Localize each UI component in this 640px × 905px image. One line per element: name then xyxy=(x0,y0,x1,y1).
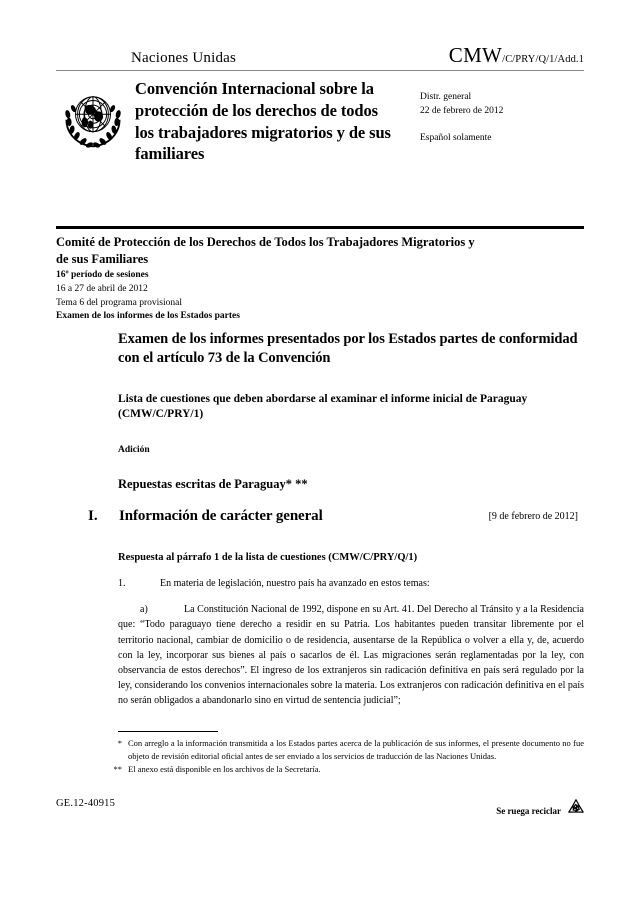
numbered-paragraph xyxy=(118,577,584,592)
document-title: Examen de los informes presentados por los Estados partes de conformidad con el artículo 73 de la Convención xyxy=(118,331,578,367)
paragraph-number: 1. xyxy=(118,577,126,589)
section-divider xyxy=(56,226,584,229)
sub-paragraph-text: La Constitución Nacional de 1992, dispone en su Art. 41. Del Derecho al Tránsito y a la Residencia que: “Todo paraguayo tiene derecho a residir en su Patria. Los habitantes pueden transitar libremente por el territorio nacional, cambiar de domicilio o de residencia, ausentarse de la República o volver a ella y, de, acuerdo con la ley, incorporar sus bienes al país o sacarlos de él. Las migraciones serán reglamentadas por la ley, con observancia de estos derechos”. El ingreso de los extranjeros sin radicación definitiva en país será regulado por la ley, considerando los convenios internacionales sobre la materia. Los extranjeros con radicación definitiva en el país no serán obligados a abandonarlo sino en virtud de sentencia judicial”; xyxy=(118,604,584,707)
convention-title: Convención Internacional sobre la protección de los derechos de todos los trabajadores migratorios y de sus familiares xyxy=(135,79,391,164)
footnotes-block xyxy=(100,737,584,777)
section-title: Información de carácter general xyxy=(119,508,323,524)
sub-paragraph xyxy=(118,602,584,708)
recycle-icon xyxy=(565,797,587,824)
committee-name: Comité de Protección de los Derechos de Todos los Trabajadores Migratorios y de sus Familiares xyxy=(56,235,475,266)
document-date: [9 de febrero de 2012] xyxy=(488,511,578,523)
document-responses-title: Repuestas escritas de Paraguay* ** xyxy=(118,477,308,492)
document-symbol-main: CMW xyxy=(448,43,503,67)
sub-paragraph-label: a) xyxy=(140,604,148,616)
document-header-block xyxy=(118,330,584,522)
document-symbol-sub: /C/PRY/Q/1/Add.1 xyxy=(502,54,584,65)
section-heading xyxy=(88,508,584,525)
footnote-item xyxy=(100,763,584,776)
masthead-top-row xyxy=(56,44,584,66)
document-subtitle: Lista de cuestiones que deben abordarse al examinar el informe inicial de Paraguay (CMW/C/PRY/1) xyxy=(118,392,528,421)
masthead-divider xyxy=(56,70,584,71)
footnote-marker: * xyxy=(117,738,122,748)
document-symbol xyxy=(449,45,584,66)
paragraph-text: En materia de legislación, nuestro país ha avanzado en estos temas: xyxy=(160,577,430,589)
footnote-marker: ** xyxy=(113,764,122,775)
paragraph-heading: Respuesta al párrafo 1 de la lista de cuestiones (CMW/C/PRY/Q/1) xyxy=(118,552,418,563)
footnote-separator xyxy=(118,731,218,732)
footnote-text: El anexo está disponible en los archivos de la Secretaría. xyxy=(128,764,321,775)
distribution-type: Distr. general xyxy=(420,92,472,102)
committee-agenda-title: Examen de los informes de los Estados partes xyxy=(56,311,240,322)
footnote-item xyxy=(100,737,584,763)
distribution-language: Español solamente xyxy=(420,132,492,143)
distribution-spacer xyxy=(420,119,590,131)
job-code: GE.12-40915 xyxy=(56,798,116,809)
committee-block xyxy=(56,234,486,324)
masthead xyxy=(56,44,584,66)
committee-dates: 16 a 27 de abril de 2012 xyxy=(56,283,148,294)
recycle-label: Se ruega reciclar xyxy=(496,805,561,816)
section-number: I. xyxy=(88,508,98,524)
distribution-block xyxy=(420,90,590,145)
footnote-text: Con arreglo a la información transmitida a los Estados partes acerca de la publicación de sus informes, el presente documento no fue objeto de revisión editorial oficial antes de ser enviado a los servicios de traducción de las Naciones Unidas. xyxy=(128,738,584,762)
un-emblem xyxy=(58,82,128,152)
organization-name: Naciones Unidas xyxy=(131,50,237,66)
distribution-date: 22 de febrero de 2012 xyxy=(420,106,504,117)
committee-session: 16º período de sesiones xyxy=(56,270,149,280)
committee-agenda-item: Tema 6 del programa provisional xyxy=(56,297,182,308)
recycle-notice xyxy=(496,797,587,824)
section-body xyxy=(118,551,584,709)
document-addition-label: Adición xyxy=(118,445,150,456)
